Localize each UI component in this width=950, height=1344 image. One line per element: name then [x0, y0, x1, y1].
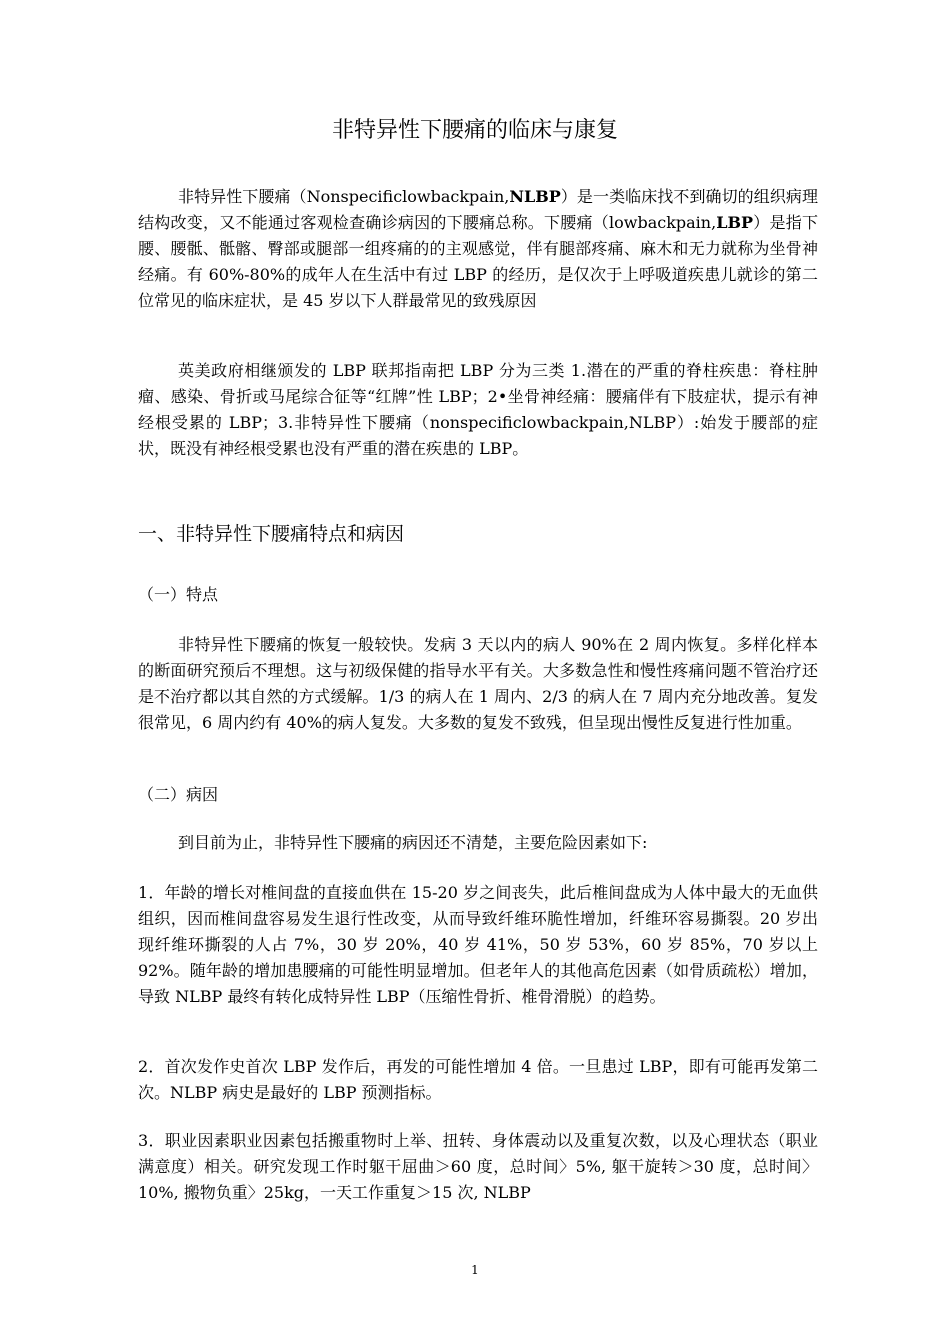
cause-item-occupation: 3．职业因素职业因素包括搬重物时上举、扭转、身体震动以及重复次数，以及心理状态（职业满意度）相关。研究发现工作时躯干屈曲＞60 度，总时间〉5%, 躯干旋转＞30 度，总时间〉10%, 搬物负重〉25kg，一天工作重复＞15 次, NLBP: [138, 1131, 818, 1202]
intro-text-b: ）是一类临床找不到确切的组织病理结构改变，又不能通过客观检查确诊病因的下腰痛总称。下腰痛（lowbackpain,: [138, 187, 818, 232]
intro-paragraph-1: [138, 184, 818, 314]
intro-text-a: 非特异性下腰痛（Nonspecificlowbackpain,: [178, 187, 510, 206]
page-number: 1: [471, 1263, 479, 1277]
intro-text-c: ）是指下腰、腰骶、骶髂、臀部或腿部一组疼痛的的主观感觉，伴有腿部疼痛、麻木和无力就称为坐骨神经痛。有 60%-80%的成年人在生活中有过 LBP 的经历，是仅次于上呼吸道疾患儿就诊的第二位常见的临床症状，是 45 岁以下人群最常见的致残原因: [138, 213, 818, 310]
intro-bold-nlbp: NLBP: [509, 187, 561, 206]
section-heading-1: 一、非特异性下腰痛特点和病因: [138, 523, 405, 545]
causes-intro-paragraph: 到目前为止，非特异性下腰痛的病因还不清楚，主要危险因素如下:: [178, 833, 648, 852]
intro-bold-lbp: LBP: [716, 213, 754, 232]
subsection-heading-features: （一）特点: [138, 585, 219, 604]
cause-item-history: 2．首次发作史首次 LBP 发作后，再发的可能性增加 4 倍。一旦患过 LBP，即有可能再发第二次。NLBP 病史是最好的 LBP 预测指标。: [138, 1057, 818, 1102]
subsection-heading-causes: （二）病因: [138, 785, 219, 804]
cause-item-age: 1．年龄的增长对椎间盘的直接血供在 15-20 岁之间丧失，此后椎间盘成为人体中最大的无血供组织，因而椎间盘容易发生退行性改变，从而导致纤维环脆性增加，纤维环容易撕裂。20 岁出现纤维环撕裂的人占 7%，30 岁 20%，40 岁 41%，50 岁 53%，60 岁 85%，70 岁以上 92%。随年龄的增加患腰痛的可能性明显增加。但老年人的其他高危因素（如骨质疏松）增加，导致 NLBP 最终有转化成特异性 LBP（压缩性骨折、椎骨滑脱）的趋势。: [138, 883, 818, 1006]
features-paragraph: 非特异性下腰痛的恢复一般较快。发病 3 天以内的病人 90%在 2 周内恢复。多样化样本的断面研究预后不理想。这与初级保健的指导水平有关。大多数急性和慢性疼痛问题不管治疗还是不治疗都以其自然的方式缓解。1/3 的病人在 1 周内、2/3 的病人在 7 周内充分地改善。复发很常见，6 周内约有 40%的病人复发。大多数的复发不致残，但呈现出慢性反复进行性加重。: [138, 635, 818, 732]
intro-paragraph-2: 英美政府相继颁发的 LBP 联邦指南把 LBP 分为三类 1.潜在的严重的脊柱疾患：脊柱肿瘤、感染、骨折或马尾综合征等“红牌”性 LBP；2•坐骨神经痛：腰痛伴有下肢症状，提示有神经根受累的 LBP；3.非特异性下腰痛（nonspecificlowbackpain,NLBP）:始发于腰部的症状，既没有神经根受累也没有严重的潜在疾患的 LBP。: [138, 361, 818, 458]
page-title: 非特异性下腰痛的临床与康复: [331, 118, 618, 143]
